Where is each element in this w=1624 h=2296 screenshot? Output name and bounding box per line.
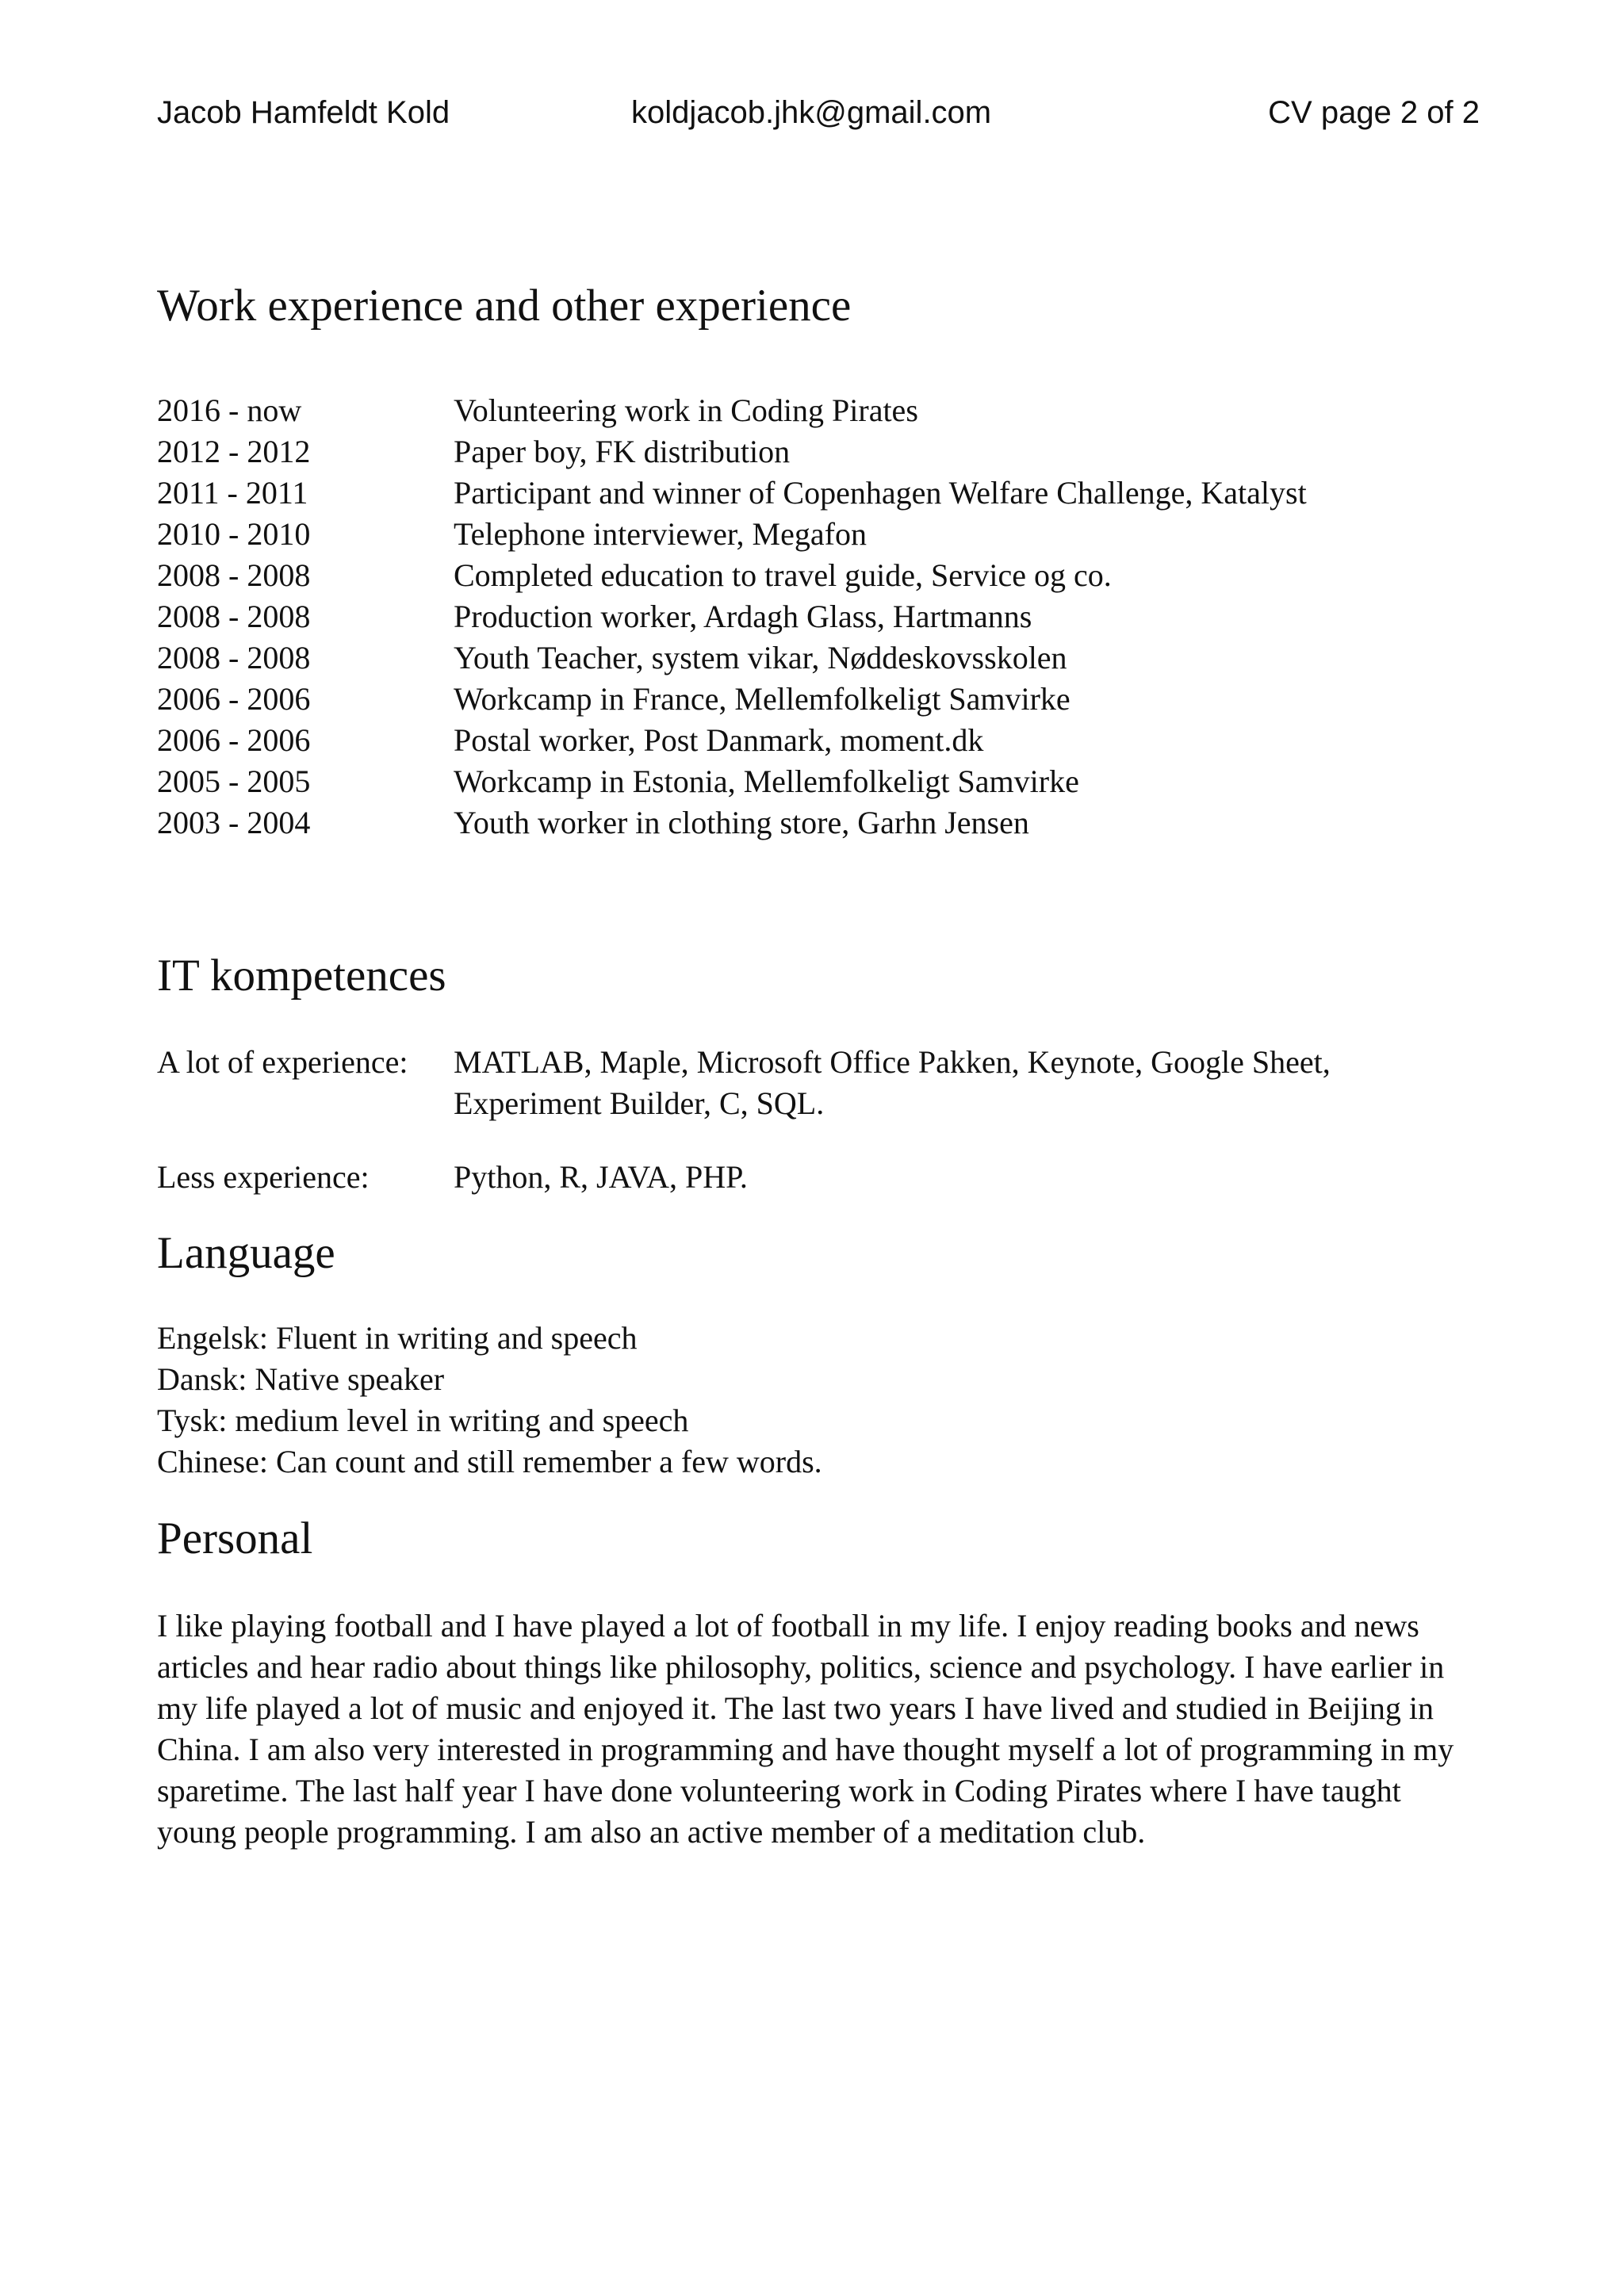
work-section-title: Work experience and other experience xyxy=(157,281,852,331)
work-item-dates: 2011 - 2011 xyxy=(157,475,308,511)
header-page-number: CV page 2 of 2 xyxy=(1268,95,1480,130)
work-item-description: Completed education to travel guide, Service og co. xyxy=(454,557,1112,593)
work-item-dates: 2012 - 2012 xyxy=(157,434,311,469)
work-item-description: Youth worker in clothing store, Garhn Jensen xyxy=(454,805,1029,840)
it-a-lot-line: Experiment Builder, C, SQL. xyxy=(454,1085,825,1121)
work-item-description: Volunteering work in Coding Pirates xyxy=(454,392,918,428)
language-item: Chinese: Can count and still remember a few words. xyxy=(157,1444,822,1479)
work-item-description: Production worker, Ardagh Glass, Hartmanns xyxy=(454,599,1032,634)
work-item-dates: 2003 - 2004 xyxy=(157,805,311,840)
it-a-lot-value xyxy=(454,1042,1469,1124)
it-less-label: Less experience: xyxy=(157,1159,370,1195)
work-item-dates: 2008 - 2008 xyxy=(157,640,311,675)
language-item: Tysk: medium level in writing and speech xyxy=(157,1402,689,1438)
work-item-description: Postal worker, Post Danmark, moment.dk xyxy=(454,722,984,758)
work-item-dates: 2008 - 2008 xyxy=(157,599,311,634)
page-header xyxy=(157,95,1480,143)
it-less-row xyxy=(157,1157,1505,1198)
work-item-description: Participant and winner of Copenhagen Welfare Challenge, Katalyst xyxy=(454,475,1307,511)
work-item-dates: 2008 - 2008 xyxy=(157,557,311,593)
header-name: Jacob Hamfeldt Kold xyxy=(157,95,450,130)
it-a-lot-row xyxy=(157,1042,1505,1124)
work-item-description: Paper boy, FK distribution xyxy=(454,434,791,469)
work-item-dates: 2006 - 2006 xyxy=(157,681,311,717)
work-item-description: Youth Teacher, system vikar, Nøddeskovsskolen xyxy=(454,640,1067,675)
work-item-description: Workcamp in France, Mellemfolkeligt Samvirke xyxy=(454,681,1071,717)
work-item-dates: 2006 - 2006 xyxy=(157,722,311,758)
it-a-lot-label: A lot of experience: xyxy=(157,1044,408,1080)
language-list xyxy=(157,1318,822,1483)
personal-section-title: Personal xyxy=(157,1513,313,1563)
language-section-title: Language xyxy=(157,1228,335,1278)
it-a-lot-line: MATLAB, Maple, Microsoft Office Pakken, Keynote, Google Sheet, xyxy=(454,1044,1331,1080)
work-item-description: Workcamp in Estonia, Mellemfolkeligt Samvirke xyxy=(454,763,1079,799)
language-item: Engelsk: Fluent in writing and speech xyxy=(157,1320,638,1356)
personal-paragraph: I like playing football and I have played a lot of football in my life. I enjoy reading books and news articles and hear radio about things like philosophy, politics, science and psychology. I have earlier in my life played a lot of music and enjoyed it. The last two years I have lived and studied in Beijing in China. I am also very interested in programming and have thought myself a lot of programming in my sparetime. The last half year I have done volunteering work in Coding Pirates where I have taught young people programming. I am also an active member of a meditation club. xyxy=(157,1608,1454,1850)
work-item-dates: 2005 - 2005 xyxy=(157,763,311,799)
work-item-description: Telephone interviewer, Megafon xyxy=(454,516,867,552)
header-email: koldjacob.jhk@gmail.com xyxy=(631,95,992,130)
it-less-value: Python, R, JAVA, PHP. xyxy=(454,1159,748,1195)
work-item-dates: 2016 - now xyxy=(157,392,302,428)
it-section-title: IT kompetences xyxy=(157,951,446,1001)
language-item: Dansk: Native speaker xyxy=(157,1361,445,1397)
work-item-dates: 2010 - 2010 xyxy=(157,516,311,552)
